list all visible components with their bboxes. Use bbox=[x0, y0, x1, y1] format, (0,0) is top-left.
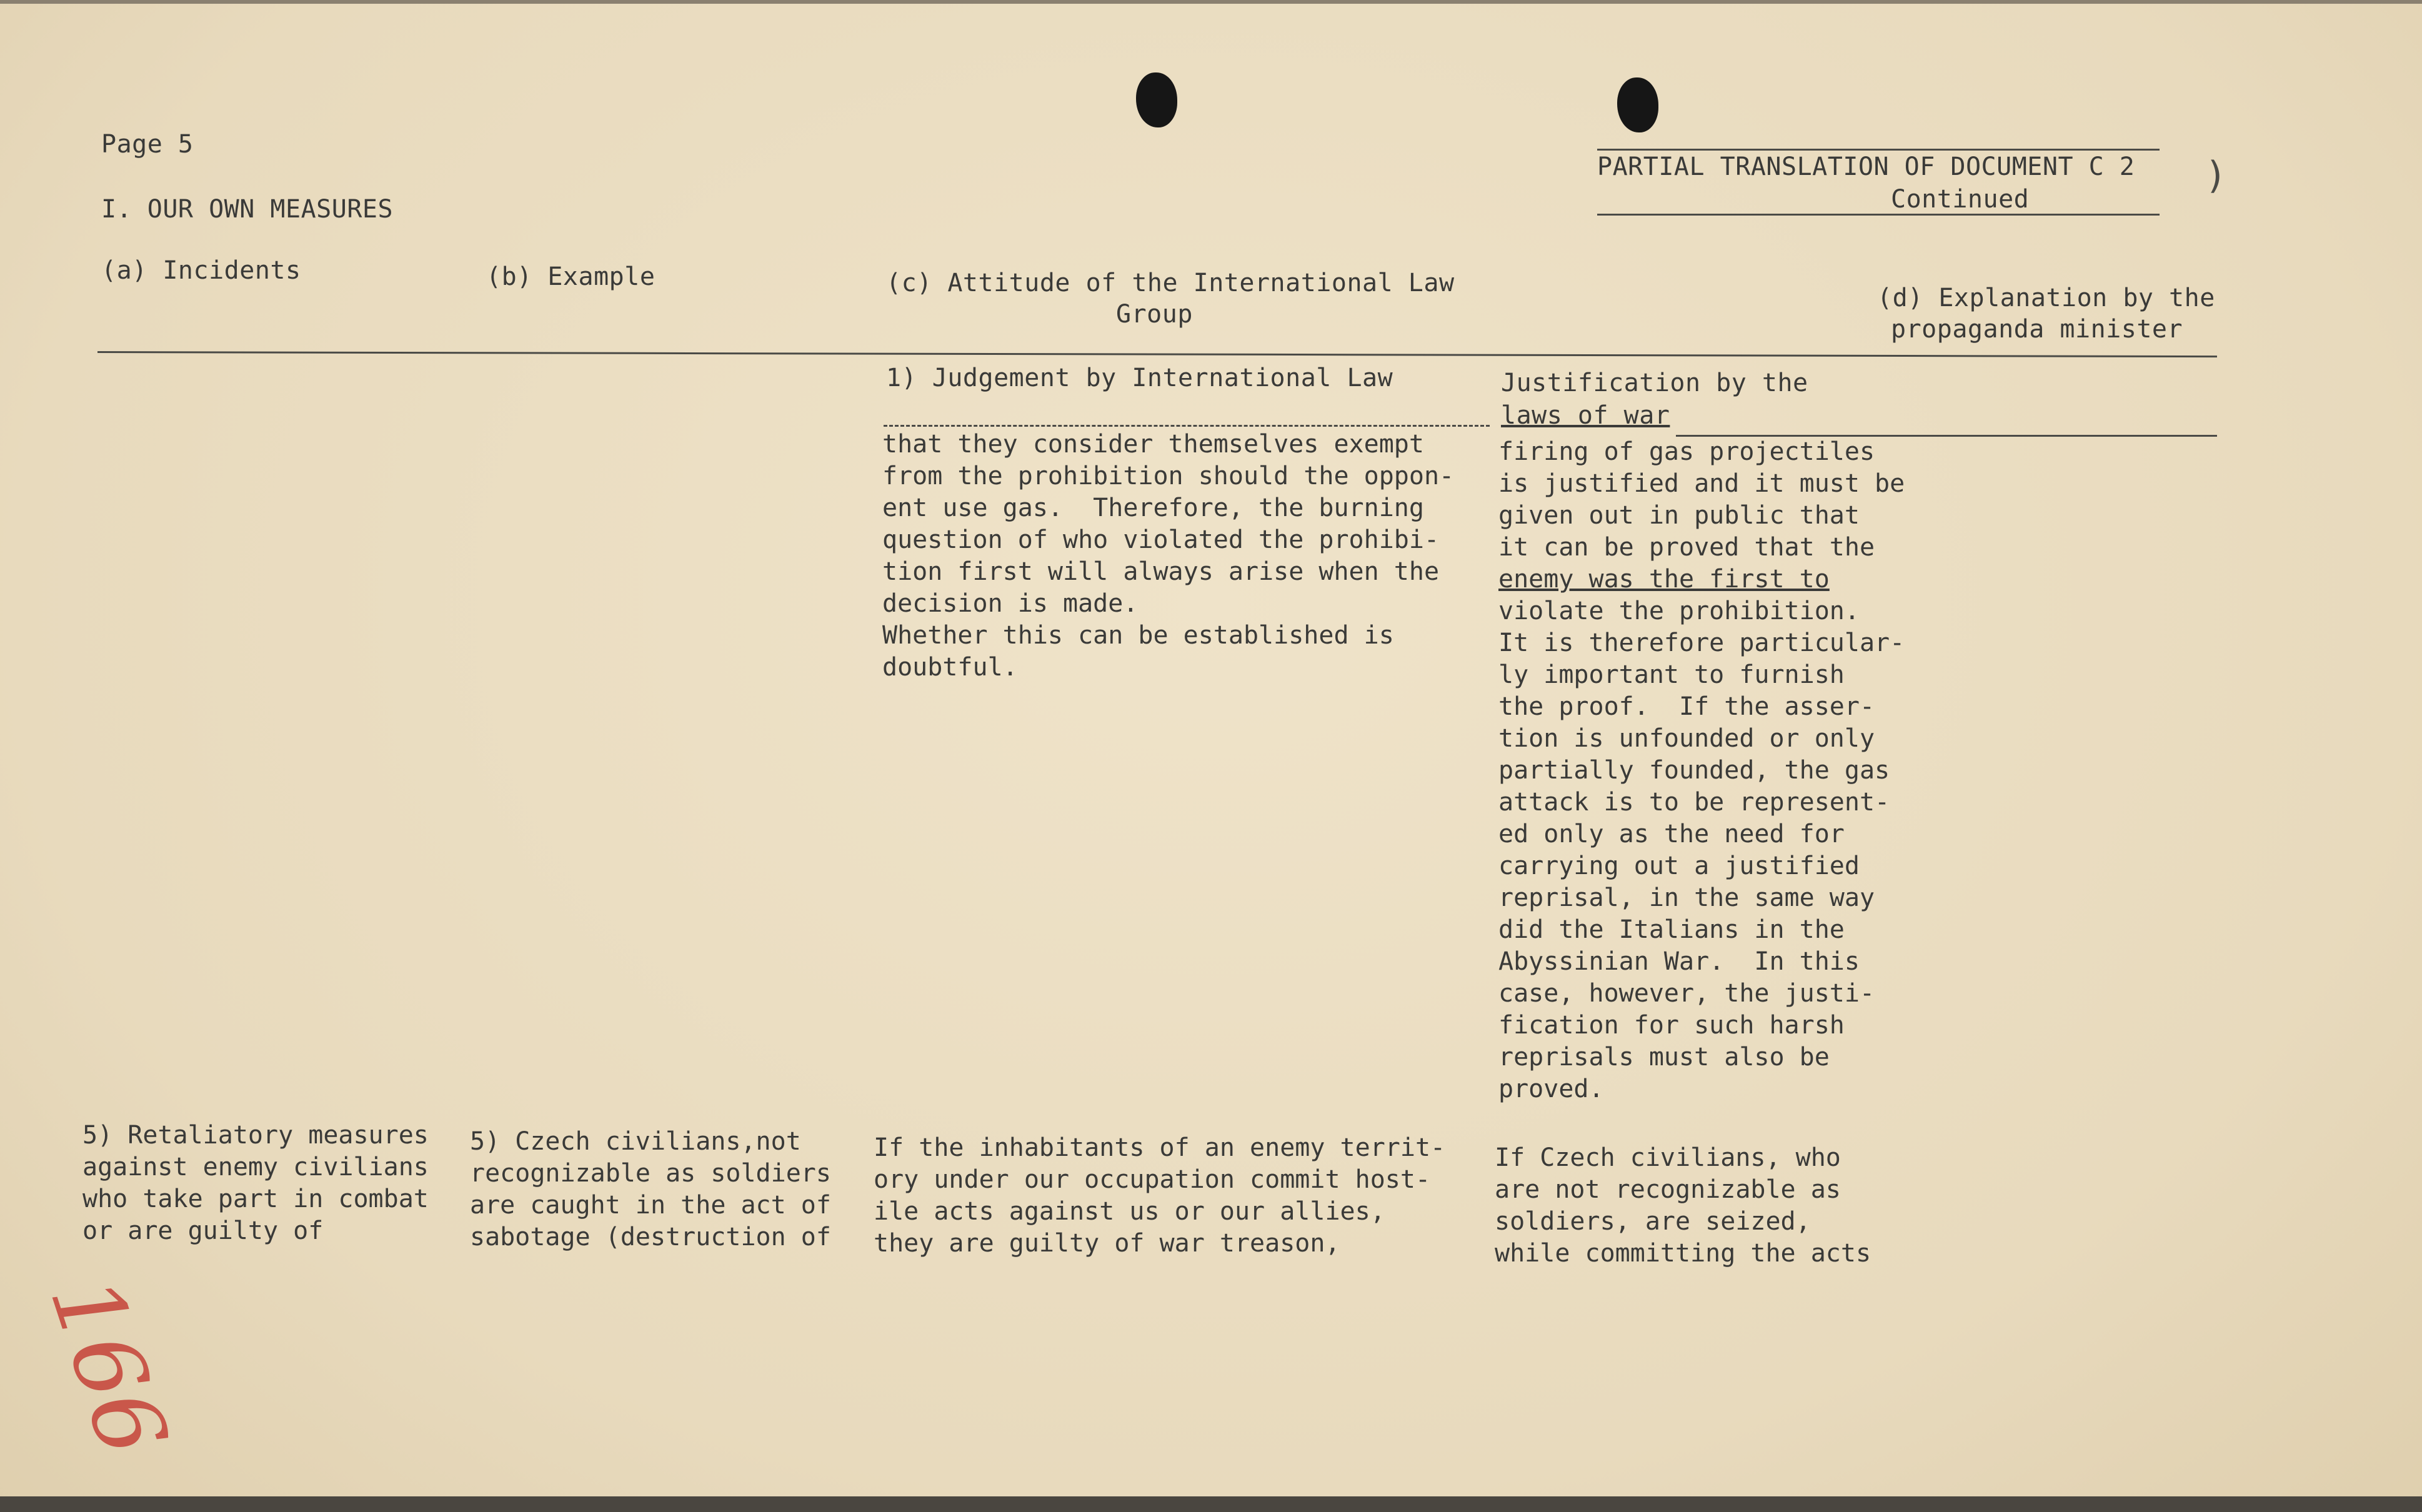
handwritten-number: 166 bbox=[29, 1264, 188, 1469]
c-line: ent use gas. Therefore, the burning bbox=[882, 494, 1424, 522]
subheading-justification-line2: laws of war bbox=[1501, 401, 1670, 430]
d-line: did the Italians in the bbox=[1498, 915, 1845, 944]
d-line: Abyssinian War. In this bbox=[1498, 947, 1860, 976]
item5-a-line: or are guilty of bbox=[82, 1216, 324, 1245]
punch-hole-right bbox=[1617, 77, 1658, 132]
item5-a-line: 5) Retaliatory measures bbox=[82, 1121, 429, 1150]
title-rule-bottom bbox=[1597, 214, 2160, 216]
d-line: ly important to furnish bbox=[1498, 660, 1845, 689]
column-c-heading-line2: Group bbox=[1116, 300, 1193, 329]
subheading-justification-line1: Justification by the bbox=[1501, 369, 1808, 397]
d-line: given out in public that bbox=[1498, 501, 1860, 530]
d-line: violate the prohibition. bbox=[1498, 597, 1860, 625]
page-curl-mark: ) bbox=[2205, 154, 2228, 197]
column-c-heading-line1: (c) Attitude of the International Law bbox=[886, 269, 1455, 297]
document-title: PARTIAL TRANSLATION OF DOCUMENT C 2 bbox=[1597, 152, 2135, 181]
top-edge bbox=[0, 0, 2422, 4]
item5-c-line: ile acts against us or our allies, bbox=[874, 1197, 1385, 1226]
d-line: proved. bbox=[1498, 1075, 1604, 1103]
item5-b-line: recognizable as soldiers bbox=[470, 1159, 831, 1188]
column-a-heading: (a) Incidents bbox=[101, 256, 301, 285]
item5-b-line: sabotage (destruction of bbox=[470, 1223, 831, 1251]
item5-c-line: If the inhabitants of an enemy territ- bbox=[874, 1133, 1446, 1162]
title-rule-top bbox=[1597, 149, 2160, 151]
item5-c-line: they are guilty of war treason, bbox=[874, 1229, 1340, 1258]
d-line: reprisal, in the same way bbox=[1498, 883, 1875, 912]
d-line: the proof. If the asser- bbox=[1498, 692, 1875, 721]
item5-c-line: ory under our occupation commit host- bbox=[874, 1165, 1431, 1194]
d-line: attack is to be represent- bbox=[1498, 788, 1890, 817]
d-line: carrying out a justified bbox=[1498, 852, 1860, 880]
d-line: is justified and it must be bbox=[1498, 469, 1905, 498]
item5-attitude bbox=[874, 1132, 1445, 1260]
column-d-body bbox=[1498, 436, 1905, 1105]
page-number: Page 5 bbox=[101, 130, 194, 159]
c-line: decision is made. bbox=[882, 589, 1139, 618]
item5-d-line: If Czech civilians, who bbox=[1495, 1143, 1841, 1172]
d-line: enemy was the first to bbox=[1498, 565, 1830, 594]
subheading-rule-c bbox=[884, 425, 1490, 427]
item5-d-line: while committing the acts bbox=[1495, 1239, 1871, 1268]
punch-hole-left bbox=[1136, 72, 1177, 127]
c-line: doubtful. bbox=[882, 653, 1018, 682]
continued-label: Continued bbox=[1891, 185, 2030, 214]
column-c-body bbox=[882, 429, 1454, 684]
c-line: question of who violated the prohibi- bbox=[882, 525, 1440, 554]
d-line: it can be proved that the bbox=[1498, 533, 1875, 562]
d-line: ed only as the need for bbox=[1498, 820, 1845, 848]
item5-b-line: are caught in the act of bbox=[470, 1191, 831, 1220]
c-line: Whether this can be established is bbox=[882, 621, 1394, 650]
item5-a-line: who take part in combat bbox=[82, 1185, 429, 1213]
section-title: I. OUR OWN MEASURES bbox=[101, 195, 394, 224]
item5-d-line: are not recognizable as bbox=[1495, 1175, 1841, 1204]
item5-b-line: 5) Czech civilians,not bbox=[470, 1127, 801, 1156]
item5-d-line: soldiers, are seized, bbox=[1495, 1207, 1811, 1236]
d-line: fication for such harsh bbox=[1498, 1011, 1845, 1040]
item5-example bbox=[470, 1126, 831, 1253]
subheading-judgement: 1) Judgement by International Law bbox=[886, 364, 1393, 392]
column-d-heading-line1: (d) Explanation by the bbox=[1877, 284, 2215, 312]
d-line: reprisals must also be bbox=[1498, 1043, 1830, 1072]
item5-incidents bbox=[82, 1120, 429, 1247]
d-line: case, however, the justi- bbox=[1498, 979, 1875, 1008]
c-line: that they consider themselves exempt bbox=[882, 430, 1424, 459]
d-line: firing of gas projectiles bbox=[1498, 437, 1875, 466]
header-rule bbox=[97, 351, 2217, 357]
column-b-heading: (b) Example bbox=[486, 262, 655, 291]
column-d-heading-line2: propaganda minister bbox=[1891, 315, 2183, 344]
item5-explanation bbox=[1495, 1142, 1871, 1270]
c-line: tion first will always arise when the bbox=[882, 557, 1440, 586]
c-line: from the prohibition should the oppon- bbox=[882, 462, 1455, 490]
item5-a-line: against enemy civilians bbox=[82, 1153, 429, 1181]
d-line: partially founded, the gas bbox=[1498, 756, 1890, 785]
d-line: It is therefore particular- bbox=[1498, 629, 1905, 657]
d-line: tion is unfounded or only bbox=[1498, 724, 1875, 753]
bottom-edge bbox=[0, 1496, 2422, 1512]
